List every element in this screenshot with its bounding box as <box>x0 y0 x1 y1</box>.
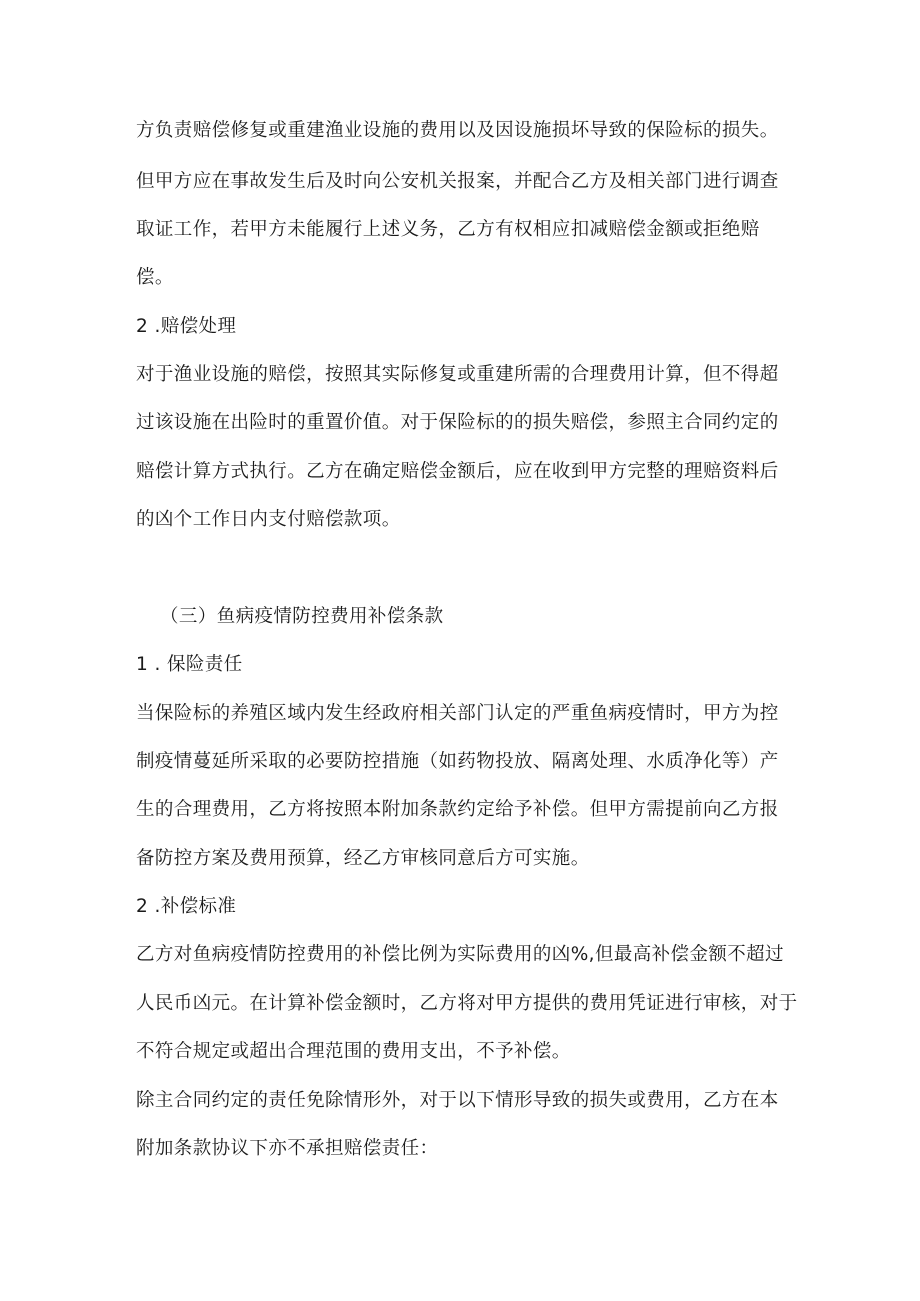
section-heading: 1 . 保险责任 <box>136 654 243 675</box>
paragraph-line: 但甲方应在事故发生后及时向公安机关报案，并配合乙方及相关部门进行调查 <box>136 171 779 192</box>
paragraph-line: 赔偿计算方式执行。乙方在确定赔偿金额后，应在收到甲方完整的理赔资料后 <box>136 461 779 482</box>
paragraph-line: 偿。 <box>136 267 174 288</box>
clause-title: （三）鱼病疫情防控费用补偿条款 <box>160 606 444 627</box>
paragraph-line: 取证工作，若甲方未能履行上述义务，乙方有权相应扣减赔偿金额或拒绝赔 <box>136 219 760 240</box>
paragraph-line: 附加条款协议下亦不承担赔偿责任： <box>136 1138 439 1159</box>
paragraph-line: 备防控方案及费用预算，经乙方审核同意后方可实施。 <box>136 848 590 869</box>
paragraph-line: 的凶个工作日内支付赔偿款项。 <box>136 509 401 530</box>
paragraph-line: 人民币凶元。在计算补偿金额时，乙方将对甲方提供的费用凭证进行审核，对于 <box>136 993 798 1014</box>
paragraph-line: 对于渔业设施的赔偿，按照其实际修复或重建所需的合理费用计算，但不得超 <box>136 364 779 385</box>
paragraph-line: 制疫情蔓延所采取的必要防控措施（如药物投放、隔离处理、水质净化等）产 <box>136 751 779 772</box>
section-heading: 2 .赔偿处理 <box>136 316 237 337</box>
paragraph-line: 生的合理费用，乙方将按照本附加条款约定给予补偿。但甲方需提前向乙方报 <box>136 799 779 820</box>
paragraph-line: 方负责赔偿修复或重建渔业设施的费用以及因设施损坏导致的保险标的损失。 <box>136 120 779 141</box>
paragraph-line: 当保险标的养殖区域内发生经政府相关部门认定的严重鱼病疫情时，甲方为控 <box>136 703 779 724</box>
paragraph-line: 除主合同约定的责任免除情形外，对于以下情形导致的损失或费用，乙方在本 <box>136 1090 779 1111</box>
paragraph-line: 乙方对鱼病疫情防控费用的补偿比例为实际费用的凶%,但最高补偿金额不超过 <box>136 944 784 965</box>
paragraph-line: 不符合规定或超出合理范围的费用支出，不予补偿。 <box>136 1041 571 1062</box>
section-heading: 2 .补偿标准 <box>136 896 237 917</box>
paragraph-line: 过该设施在出险时的重置价值。对于保险标的的损失赔偿，参照主合同约定的 <box>136 412 779 433</box>
